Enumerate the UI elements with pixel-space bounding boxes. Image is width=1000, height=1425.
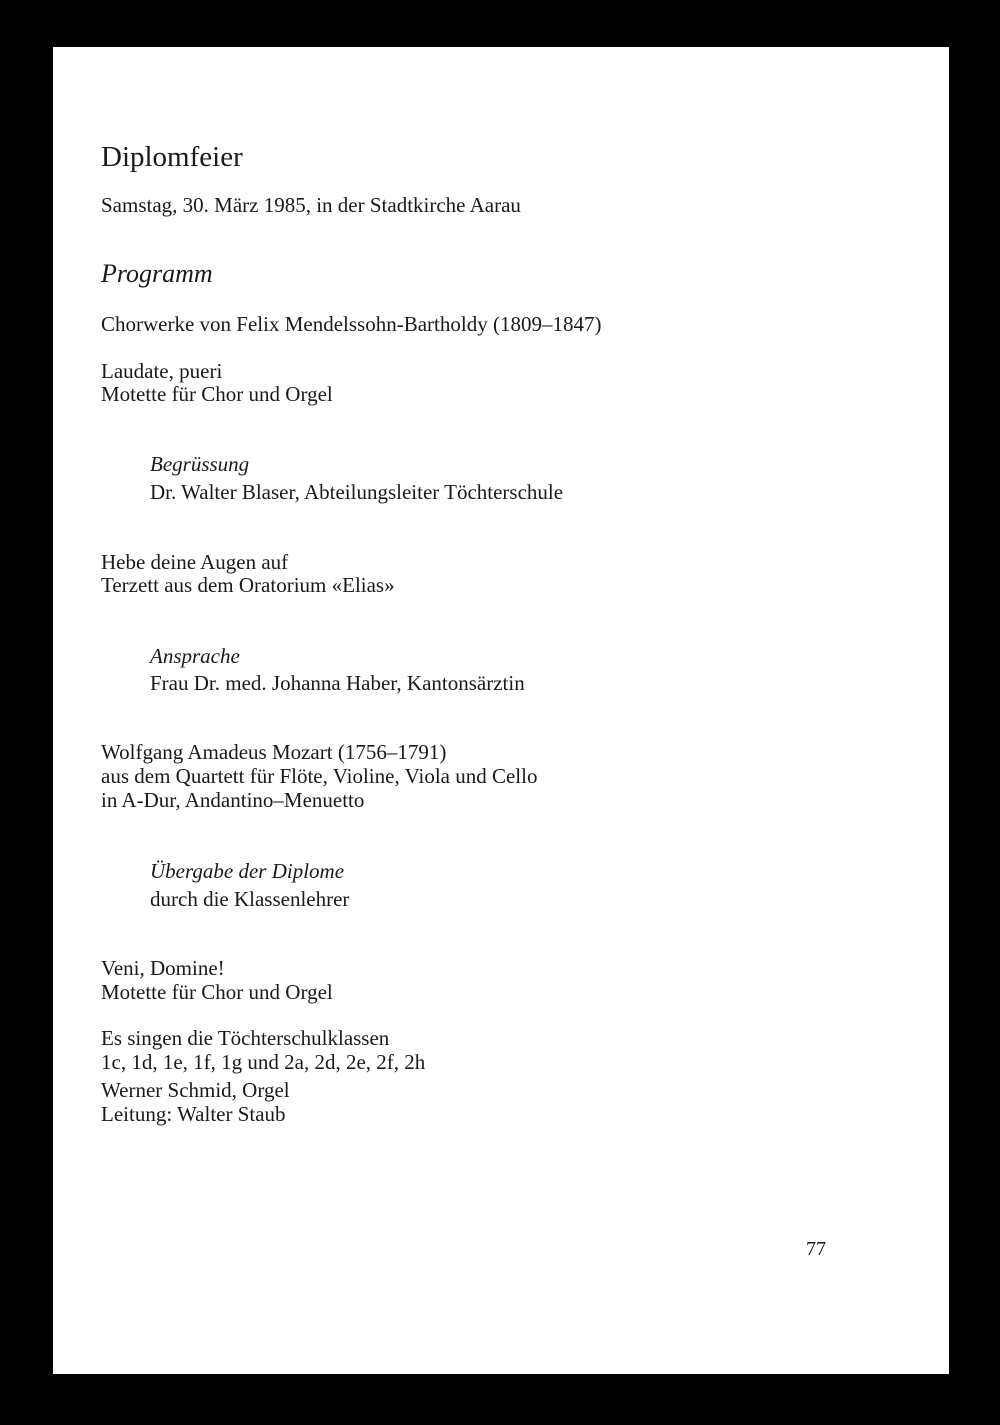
greeting-speaker: Dr. Walter Blaser, Abteilungsleiter Töchterschule <box>150 480 564 504</box>
page-number: 77 <box>806 1238 826 1260</box>
credits-line4: Leitung: Walter Staub <box>101 1102 286 1126</box>
piece1-subtitle: Motette für Chor und Orgel <box>101 382 333 406</box>
credits-line3: Werner Schmid, Orgel <box>101 1078 290 1102</box>
program-heading: Programm <box>101 259 213 288</box>
speech-label: Ansprache <box>150 644 240 668</box>
diplomas-text: durch die Klassenlehrer <box>150 887 350 911</box>
piece3-line2: aus dem Quartett für Flöte, Violine, Viola und Cello <box>101 764 538 788</box>
credits-line2: 1c, 1d, 1e, 1f, 1g und 2a, 2d, 2e, 2f, 2h <box>101 1050 426 1074</box>
piece4-title: Veni, Domine! <box>101 956 225 980</box>
piece3-line1: Wolfgang Amadeus Mozart (1756–1791) <box>101 740 447 764</box>
piece4-subtitle: Motette für Chor und Orgel <box>101 980 333 1004</box>
piece2-title: Hebe deine Augen auf <box>101 550 289 574</box>
credits-line1: Es singen die Töchterschulklassen <box>101 1026 390 1050</box>
page-title: Diplomfeier <box>101 141 243 173</box>
greeting-label: Begrüssung <box>150 452 250 476</box>
document-page <box>53 47 949 1374</box>
speech-speaker: Frau Dr. med. Johanna Haber, Kantonsärztin <box>150 671 525 695</box>
diplomas-label: Übergabe der Diplome <box>150 859 345 883</box>
piece3-line3: in A-Dur, Andantino–Menuetto <box>101 788 365 812</box>
composer-line: Chorwerke von Felix Mendelssohn-Bartholdy (1809–1847) <box>101 312 602 336</box>
piece2-subtitle: Terzett aus dem Oratorium «Elias» <box>101 573 395 597</box>
piece1-title: Laudate, pueri <box>101 359 223 383</box>
date-line: Samstag, 30. März 1985, in der Stadtkirche Aarau <box>101 193 521 217</box>
